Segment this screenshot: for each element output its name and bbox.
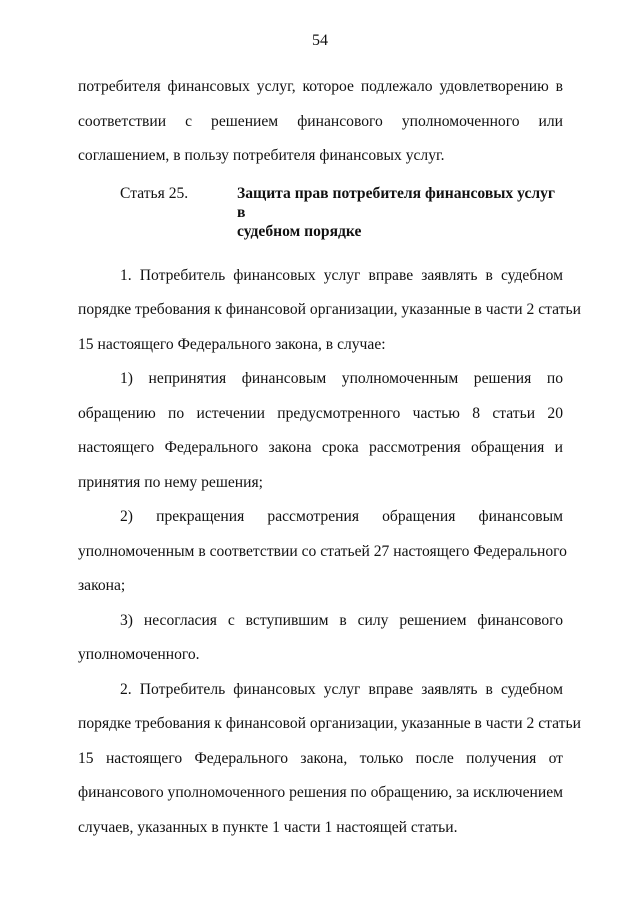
text-line: соглашением, в пользу потребителя финансовых услуг.: [78, 147, 445, 164]
text-line: закона;: [78, 577, 126, 594]
text-line: настоящего Федерального закона срока рассмотрения обращения и: [78, 439, 563, 456]
text-line: 1. Потребитель финансовых услуг вправе заявлять в судебном: [120, 266, 563, 284]
article-title: [237, 184, 563, 241]
text-line: 3) несогласия с вступившим в силу решением финансового: [120, 611, 563, 629]
text-line: 1) непринятия финансовым уполномоченным решения по: [120, 370, 563, 387]
text-line: 2. Потребитель финансовых услуг вправе заявлять в судебном: [120, 680, 563, 698]
text-line: потребителя финансовых услуг, которое подлежало удовлетворению в: [78, 78, 563, 95]
text-line: соответствии с решением финансового уполномоченного или: [78, 112, 563, 130]
text-line: 15 настоящего Федерального закона, в случае:: [78, 335, 386, 353]
text-line: 15 настоящего Федерального закона, только после получения от: [78, 749, 563, 767]
article-label: Статья 25.: [120, 184, 189, 202]
document-body: [78, 70, 581, 845]
article-heading: [78, 184, 563, 241]
page-number: 54: [312, 32, 328, 49]
text-line: финансового уполномоченного решения по обращению, за исключением: [78, 784, 563, 801]
text-line: случаев, указанных в пункте 1 части 1 настоящей статьи.: [78, 818, 458, 836]
text-line: обращению по истечении предусмотренного частью 8 статьи 20: [78, 404, 563, 422]
article-title-line: судебном порядке: [237, 222, 362, 240]
article-title-line: Защита прав потребителя финансовых услуг в: [237, 184, 555, 221]
text-line: порядке требования к финансовой организации, указанные в части 2 статьи: [78, 301, 581, 318]
text-line: уполномоченным в соответствии со статьей 27 настоящего Федерального: [78, 542, 567, 560]
text-line: принятия по нему решения;: [78, 473, 263, 491]
text-line: уполномоченного.: [78, 646, 200, 663]
text-line: 2) прекращения рассмотрения обращения финансовым: [120, 508, 563, 525]
text-line: порядке требования к финансовой организации, указанные в части 2 статьи: [78, 715, 581, 732]
